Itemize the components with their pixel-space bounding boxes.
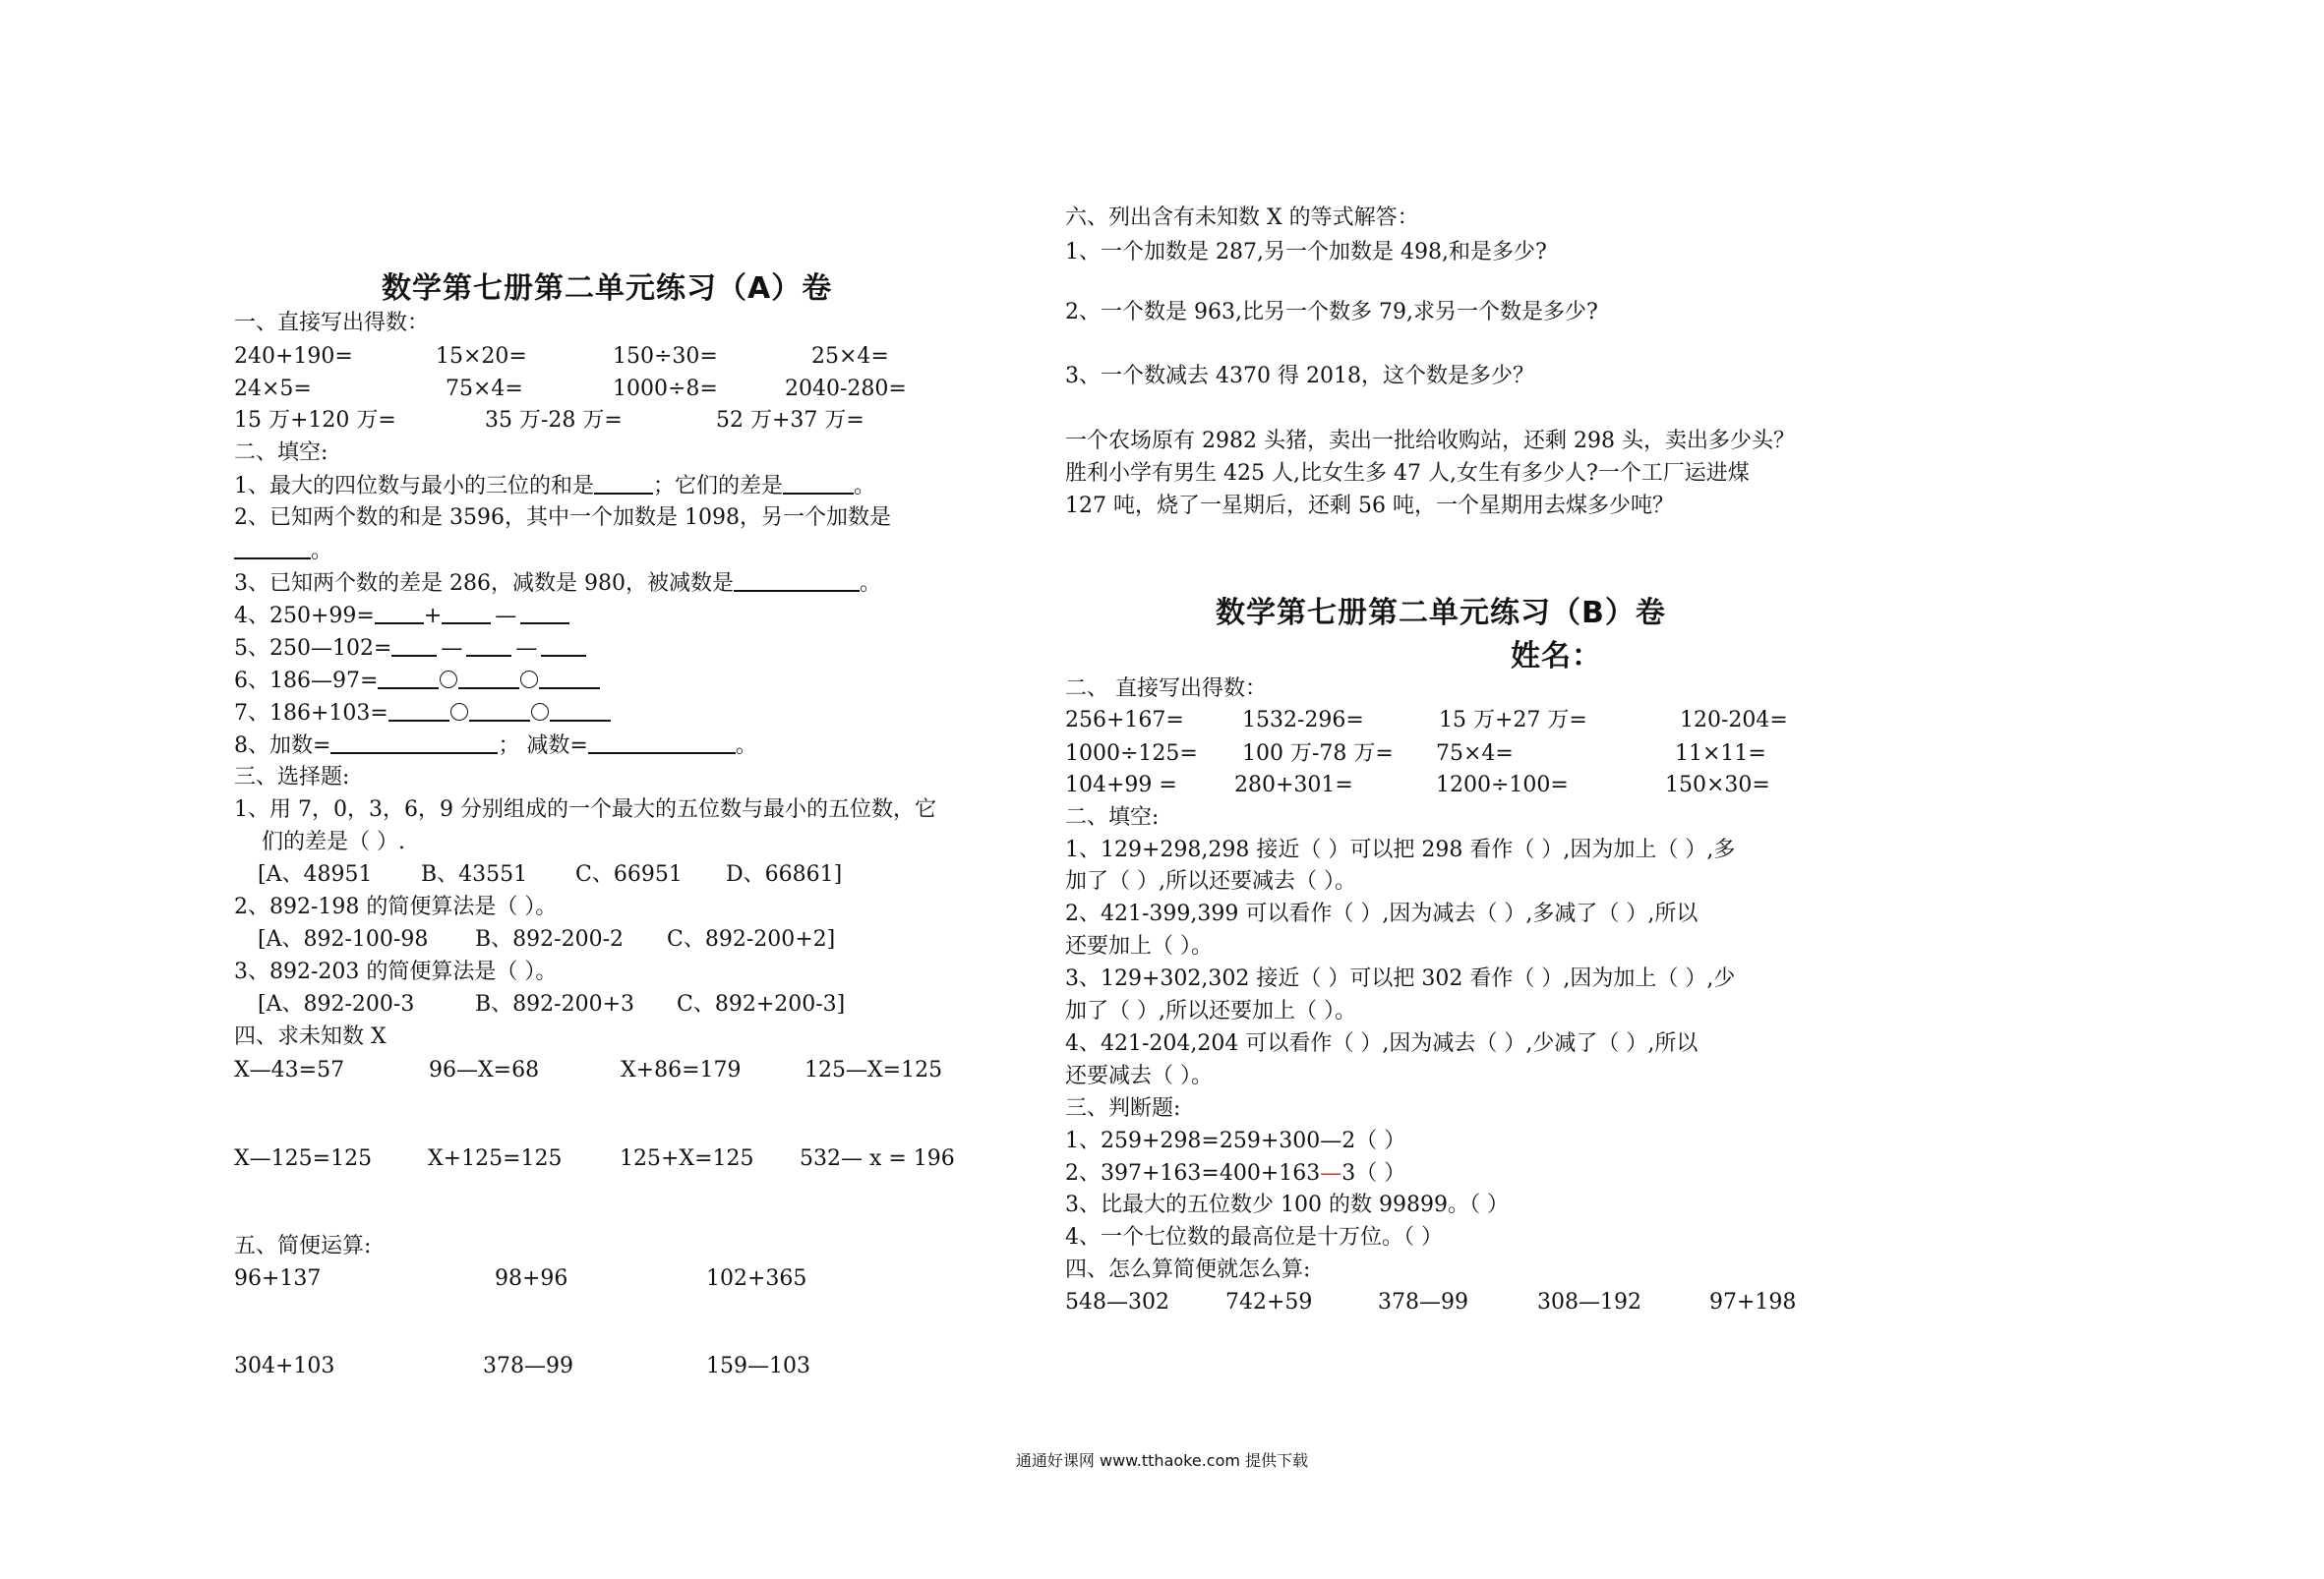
equation: X—125=125 [234, 1146, 373, 1171]
title-a: 数学第七册第二单元练习（A）卷 [382, 271, 833, 306]
section-2-heading: 二、填空: [234, 440, 328, 465]
b1-item: 150×30= [1665, 773, 1770, 797]
answer-blank[interactable] [330, 731, 498, 754]
calc-item: 742+59 [1225, 1290, 1313, 1315]
word-problem-3: 3、一个数减去 4370 得 2018，这个数是多少？ [1065, 364, 1534, 388]
fill-q5-text: 5、250—102= [234, 636, 392, 661]
b1-item: 256+167= [1065, 708, 1184, 732]
minus-sign: — [495, 604, 517, 628]
fill-q1-end: 。 [854, 474, 876, 498]
s5-row-1 [234, 1264, 1041, 1294]
fill-q3 [234, 568, 881, 599]
paragraph-line-2: 胜利小学有男生 425 人,比女生多 47 人,女生有多少人?一个工厂运进煤 [1065, 461, 1750, 486]
b1-item: 11×11= [1675, 741, 1766, 766]
calc-item: 308—192 [1537, 1290, 1641, 1315]
answer-blank[interactable] [458, 666, 519, 689]
answer-blank[interactable] [539, 666, 600, 689]
b1-item: 100 万-78 万= [1242, 741, 1394, 766]
fill-q5 [234, 633, 586, 664]
answer-blank[interactable] [442, 601, 491, 624]
b1-item: 1000÷125= [1065, 741, 1198, 766]
fill-q7 [234, 698, 611, 729]
b1-item: 75×4= [1436, 741, 1514, 766]
judge-q2-text: 2、397+163=400+163 [1065, 1161, 1321, 1186]
fill-q8-end: 。 [735, 733, 757, 758]
choice-option[interactable]: D、66861] [726, 862, 843, 887]
equation: X+125=125 [428, 1146, 563, 1171]
s1-row-1 [234, 342, 1041, 372]
choice-q2: 2、892-198 的简便算法是（ ）。 [234, 895, 558, 919]
paragraph-line-3: 127 吨，烧了一星期后，还剩 56 吨，一个星期用去煤多少吨？ [1065, 494, 1674, 518]
b1-row-2 [1065, 739, 1872, 769]
s1-item: 25×4= [811, 344, 889, 369]
equation: 96—X=68 [429, 1058, 540, 1082]
answer-blank[interactable] [391, 633, 437, 657]
choice-option[interactable]: B、43551 [421, 862, 528, 887]
fill-q1-text: 1、最大的四位数与最小的三位的和是 [234, 474, 594, 498]
calc-item: 96+137 [234, 1266, 322, 1291]
b-fill-line: 4、421-204,204 可以看作（ ）,因为减去（ ）,少减了（ ）,所以 [1065, 1031, 1698, 1056]
judge-q3: 3、比最大的五位数少 100 的数 99899。（ ） [1065, 1193, 1509, 1217]
fill-q3-end: 。 [859, 571, 881, 596]
answer-blank[interactable] [520, 601, 569, 624]
b1-row-3 [1065, 771, 1872, 800]
s1-item: 2040-280= [785, 377, 907, 401]
calc-item: 378—99 [1378, 1290, 1468, 1315]
s1-item: 15 万+120 万= [234, 408, 396, 433]
answer-blank[interactable] [469, 698, 530, 722]
equation: 125+X=125 [620, 1146, 754, 1171]
s1-row-3 [234, 406, 1041, 436]
choice-q1-options [234, 860, 1041, 890]
calc-item: 98+96 [495, 1266, 568, 1291]
s1-row-2 [234, 375, 1041, 404]
equation: X—43=57 [234, 1058, 345, 1082]
b-fill-line: 1、129+298,298 接近（ ）可以把 298 看作（ ）,因为加上（ ）,多 [1065, 838, 1736, 862]
b4-row [1065, 1288, 1872, 1317]
choice-option[interactable]: C、66951 [575, 862, 683, 887]
circle-icon[interactable] [450, 703, 468, 721]
equation: 125—X=125 [804, 1058, 943, 1082]
fill-q2: 2、已知两个数的和是 3596，其中一个加数是 1098，另一个加数是 [234, 505, 891, 530]
fill-q7-text: 7、186+103= [234, 701, 388, 726]
answer-blank[interactable] [594, 471, 653, 495]
b1-item: 280+301= [1234, 773, 1353, 797]
fill-q8-text-2: ； 减数= [498, 733, 588, 758]
b1-item: 1200÷100= [1436, 773, 1569, 797]
b1-item: 120-204= [1680, 708, 1788, 732]
choice-option[interactable]: [A、892-200-3 [258, 992, 415, 1017]
circle-icon[interactable] [520, 671, 538, 688]
circle-icon[interactable] [440, 671, 457, 688]
s1-item: 150÷30= [613, 344, 718, 369]
calc-item: 159—103 [706, 1354, 810, 1378]
footer-credit: 通通好课网 www.tthaoke.com 提供下载 [1015, 1451, 1309, 1470]
section-3-heading: 三、选择题: [234, 765, 350, 790]
answer-blank[interactable] [734, 568, 860, 592]
s1-item: 52 万+37 万= [716, 408, 864, 433]
fill-q6 [234, 666, 600, 696]
b-fill-line: 还要减去（ ）。 [1065, 1064, 1213, 1088]
b-fill-line: 加了（ ）,所以还要加上（ ）。 [1065, 999, 1356, 1023]
s4-row-1 [234, 1056, 1041, 1085]
fill-q1-text-2: ；它们的差是 [653, 474, 784, 498]
paragraph-line-1: 一个农场原有 2982 头猪，卖出一批给收购站，还剩 298 头，卖出多少头？ [1065, 429, 1795, 453]
word-problem-1: 1、一个加数是 287,另一个加数是 498,和是多少? [1065, 240, 1547, 264]
section-1-heading: 一、直接写出得数： [234, 311, 430, 335]
circle-icon[interactable] [531, 703, 549, 721]
s4-row-2 [234, 1144, 1041, 1174]
s1-item: 24×5= [234, 377, 312, 401]
s1-item: 15×20= [436, 344, 527, 369]
b-section-2-heading: 二、填空: [1065, 805, 1160, 830]
fill-q8-text: 8、加数= [234, 733, 331, 758]
calc-item: 378—99 [483, 1354, 573, 1378]
choice-q3: 3、892-203 的简便算法是（ ）。 [234, 960, 558, 984]
choice-option[interactable]: C、892-200+2] [667, 927, 836, 952]
s1-item: 75×4= [446, 377, 523, 401]
equation: 532— x = 196 [800, 1146, 955, 1171]
judge-q1: 1、259+298=259+300—2（ ） [1065, 1129, 1406, 1153]
judge-q2-text-2: 3（ ） [1341, 1161, 1406, 1186]
fill-q2-answer [234, 536, 332, 566]
b-fill-line: 加了（ ）,所以还要减去（ ）。 [1065, 869, 1356, 894]
section-4-heading: 四、求未知数 X [234, 1024, 387, 1049]
fill-q8 [234, 731, 757, 761]
calc-item: 102+365 [706, 1266, 807, 1291]
answer-blank[interactable] [541, 633, 586, 657]
fill-q2-end: 。 [311, 539, 333, 563]
b-section-3-heading: 三、判断题: [1065, 1096, 1181, 1121]
answer-blank[interactable] [375, 601, 424, 624]
calc-item: 97+198 [1709, 1290, 1797, 1315]
section-6-heading: 六、列出含有未知数 X 的等式解答： [1065, 205, 1419, 230]
s1-item: 1000÷8= [613, 377, 718, 401]
b1-row-1 [1065, 706, 1872, 735]
fill-q4-text: 4、250+99= [234, 604, 375, 628]
b-fill-line: 3、129+302,302 接近（ ）可以把 302 看作（ ）,因为加上（ ）,少 [1065, 966, 1736, 991]
calc-item: 304+103 [234, 1354, 335, 1378]
section-5-heading: 五、简便运算: [234, 1234, 372, 1258]
b1-item: 15 万+27 万= [1439, 708, 1587, 732]
b-fill-line: 还要加上（ ）。 [1065, 934, 1213, 959]
choice-q2-options [234, 925, 1041, 955]
s1-item: 240+190= [234, 344, 353, 369]
fill-q1 [234, 471, 875, 501]
answer-blank[interactable] [550, 698, 611, 722]
calc-item: 548—302 [1065, 1290, 1169, 1315]
b1-item: 1532-296= [1242, 708, 1364, 732]
minus-sign: — [515, 636, 538, 661]
choice-option[interactable]: [A、892-100-98 [258, 927, 429, 952]
minus-sign: — [441, 636, 463, 661]
choice-q1: 1、用 7，0，3，6，9 分别组成的一个最大的五位数与最小的五位数，它 [234, 797, 936, 822]
judge-q2-red-minus: — [1320, 1161, 1342, 1186]
choice-q1-cont: 们的差是（ ）. [262, 830, 405, 854]
b-section-4-heading: 四、怎么算简便就怎么算: [1065, 1257, 1311, 1282]
word-problem-2: 2、一个数是 963,比另一个数多 79,求另一个数是多少? [1065, 300, 1598, 324]
judge-q4: 4、一个七位数的最高位是十万位。（ ） [1065, 1225, 1443, 1250]
b-fill-line: 2、421-399,399 可以看作（ ）,因为减去（ ）,多减了（ ）,所以 [1065, 902, 1698, 926]
answer-blank[interactable] [388, 698, 449, 722]
s5-row-2 [234, 1352, 1041, 1381]
plus-sign: + [423, 604, 443, 628]
choice-q3-options [234, 990, 1041, 1020]
answer-blank[interactable] [588, 731, 736, 754]
judge-q2 [1065, 1159, 1405, 1189]
b-section-1-heading: 二、 直接写出得数： [1065, 676, 1267, 701]
b1-item: 104+99 = [1065, 773, 1177, 797]
title-b: 数学第七册第二单元练习（B）卷 [1216, 596, 1666, 630]
fill-q4 [234, 601, 569, 631]
choice-option[interactable]: C、892+200-3] [677, 992, 846, 1017]
answer-blank[interactable] [378, 666, 439, 689]
answer-blank[interactable] [234, 536, 311, 559]
choice-option[interactable]: B、892-200-2 [475, 927, 625, 952]
answer-blank[interactable] [783, 471, 854, 495]
answer-blank[interactable] [466, 633, 511, 657]
name-label: 姓名： [1511, 639, 1602, 673]
choice-option[interactable]: [A、48951 [258, 862, 373, 887]
s1-item: 35 万-28 万= [485, 408, 623, 433]
choice-option[interactable]: B、892-200+3 [475, 992, 635, 1017]
fill-q3-text: 3、已知两个数的差是 286，减数是 980，被减数是 [234, 571, 734, 596]
fill-q6-text: 6、186—97= [234, 669, 379, 693]
equation: X+86=179 [621, 1058, 742, 1082]
